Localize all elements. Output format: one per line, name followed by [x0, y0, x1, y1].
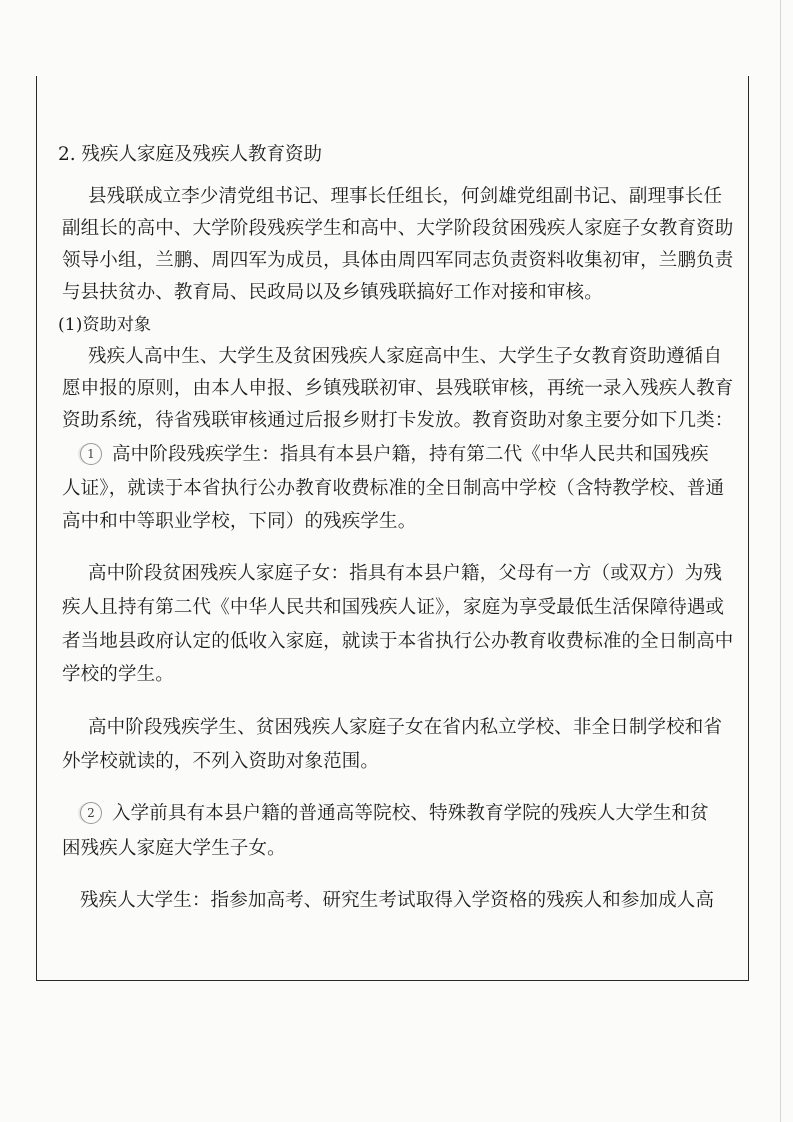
item1-exclusion-line-1: 高中阶段残疾学生、贫困残疾人家庭子女在省内私立学校、非全日制学校和省 — [88, 717, 723, 738]
item1-poor-line-2: 疾人且持有第二代《中华人民共和国残疾人证》，家庭为享受最低生活保障待遇或 — [62, 597, 725, 618]
item1-exclusion-line-2: 外学校就读的，不列入资助对象范围。 — [62, 751, 380, 772]
targets-line-1: 残疾人高中生、大学生及贫困残疾人家庭高中生、大学生子女教育资助遵循自 — [88, 346, 723, 367]
item1-poor-line-1: 高中阶段贫困残疾人家庭子女：指具有本县户籍，父母有一方（或双方）为残 — [88, 563, 723, 584]
subheading-targets: (1)资助对象 — [58, 315, 152, 335]
intro-line-4: 与县扶贫办、教育局、民政局以及乡镇残联搞好工作对接和审核。 — [62, 282, 603, 303]
item1-poor-line-4: 学校的学生。 — [62, 664, 174, 685]
scan-edge-line — [780, 0, 781, 1122]
item2-line-2: 困残疾人家庭大学生子女。 — [62, 838, 286, 859]
intro-line-3: 领导小组，兰鹏、周四军为成员，具体由周四军同志负责资料收集初审，兰鹏负责 — [62, 250, 734, 271]
targets-line-2: 愿申报的原则，由本人申报、乡镇残联初审、县残联审核，再统一录入残疾人教育 — [62, 378, 734, 399]
item1-text-1: 高中阶段残疾学生：指具有本县户籍，持有第二代《中华人民共和国残疾 — [112, 444, 709, 465]
intro-line-1: 县残联成立李少清党组书记、理事长任组长，何剑雄党组副书记、副理事长任 — [88, 186, 723, 207]
item1-marker: 1 — [80, 443, 102, 465]
section-heading: 2. 残疾人家庭及残疾人教育资助 — [58, 144, 323, 165]
college-def-line-1: 残疾人大学生：指参加高考、研究生考试取得入学资格的残疾人和参加成人高 — [80, 890, 715, 911]
item2-line-1 — [80, 802, 709, 826]
targets-line-3: 资助系统，待省残联审核通过后报乡财打卡发放。教育资助对象主要分如下几类： — [62, 410, 734, 431]
item1-poor-line-3: 者当地县政府认定的低收入家庭，就读于本省执行公办教育收费标准的全日制高中 — [62, 631, 734, 652]
item1-line-1 — [80, 443, 709, 467]
intro-line-2: 副组长的高中、大学阶段残疾学生和高中、大学阶段贫困残疾人家庭子女教育资助 — [62, 218, 734, 239]
item1-line-2: 人证》，就读于本省执行公办教育收费标准的全日制高中学校（含特教学校、普通 — [62, 478, 725, 499]
item1-line-3: 高中和中等职业学校，下同）的残疾学生。 — [62, 511, 417, 532]
item2-marker: 2 — [80, 802, 102, 824]
item2-text-1: 入学前具有本县户籍的普通高等院校、特殊教育学院的残疾人大学生和贫 — [112, 803, 709, 824]
